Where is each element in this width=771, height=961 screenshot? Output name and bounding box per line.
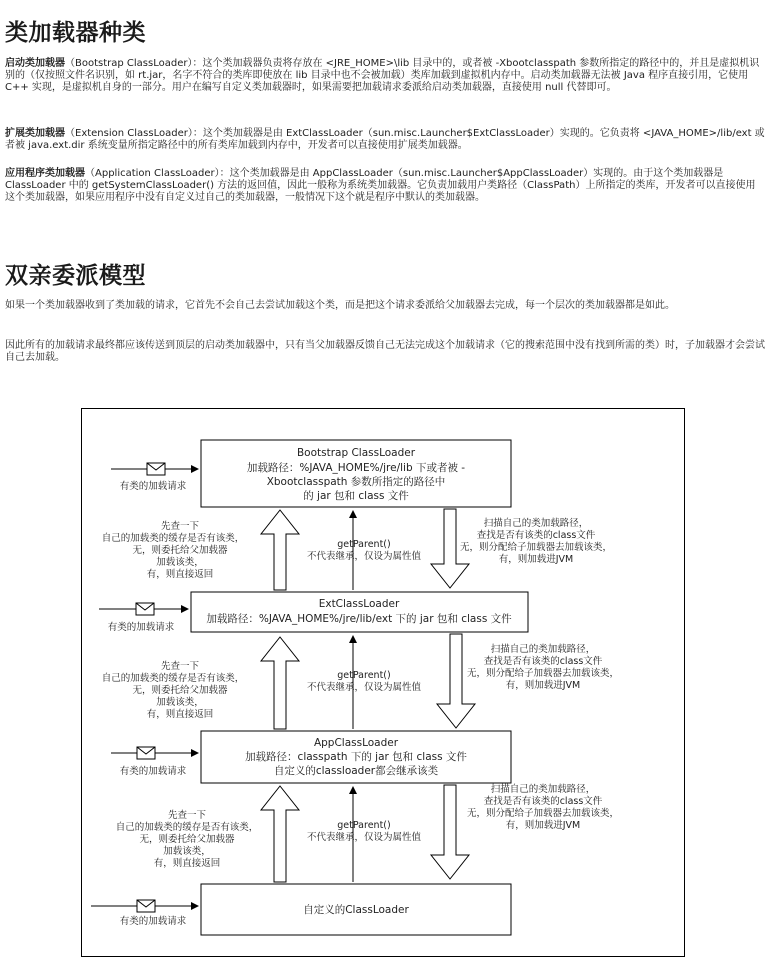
getparent-note-3-line-2: 不代表继承，仅设为属性值 <box>306 832 422 843</box>
app-box-note: 自定义的classloader都会继承该类 <box>273 765 439 777</box>
up-note-1-line-5: 有，则直接返回 <box>146 569 214 580</box>
paragraph-delegation-1: 如果一个类加载器收到了类加载的请求，它首先不会自己去尝试加载这个类，而是把这个请求委派给父加载器去完成，每一个层次的类加载器都是如此。 <box>5 300 675 311</box>
getparent-note-2-line-1: getParent() <box>337 670 391 681</box>
bootstrap-box-path-line-2: Xbootclasspath 参数所指定的路径中 <box>266 476 446 488</box>
app-box-title: AppClassLoader <box>313 737 399 749</box>
up-note-3-line-1: 先查一下 <box>167 810 207 821</box>
down-note-3-line-4: 有，则加载进JVM <box>505 820 581 831</box>
envelope-icon <box>136 603 154 615</box>
bootstrap-box-title: Bootstrap ClassLoader <box>296 447 416 459</box>
ext-box-title: ExtClassLoader <box>318 598 400 610</box>
down-note-2-line-3: 无，则分配给子加载器去加载该类， <box>466 668 620 679</box>
bootstrap-box-path-line-3: 的 jar 包和 class 文件 <box>303 490 409 502</box>
envelope-icon <box>137 900 155 912</box>
paragraph-delegation-2: 因此所有的加载请求最终都应该传送到顶层的启动类加载器中，只有当父加载器反馈自己无法完成这个加载请求（它的搜索范围中没有找到所需的类）时，子加载器才会尝试自己去加载。 <box>5 340 765 363</box>
up-note-2-line-2: 自己的加载类的缓存是否有该类， <box>101 673 245 684</box>
desc-extension-loader: （Extension ClassLoader）：这个类加载器是由 ExtClassLoader（sun.misc.Launcher$ExtClassLoader）实现的。它负责将 <JAVA_HOME>/lib/ext 或者被 java.ext.dir 系统变量所指定路径中的所有类库加载到内存中，开发者可以直接使用扩展类加载器。 <box>5 128 765 151</box>
down-note-1-line-4: 有，则加载进JVM <box>498 554 574 565</box>
up-note-2-line-4: 加载该类， <box>156 697 204 708</box>
getparent-note-3-line-1: getParent() <box>337 820 391 831</box>
parent-delegation-diagram <box>81 408 686 958</box>
ext-box-path: 加载路径：%JAVA_HOME%/jre/lib/ext 下的 jar 包和 class 文件 <box>206 613 512 625</box>
app-box-path: 加载路径：classpath 下的 jar 包和 class 文件 <box>245 751 467 763</box>
down-note-2-line-4: 有，则加载进JVM <box>505 680 581 691</box>
up-note-1-line-2: 自己的加载类的缓存是否有该类， <box>101 533 245 544</box>
down-note-3-line-2: 查找是否有该类的class文件 <box>483 796 603 807</box>
paragraph-extension-loader <box>5 128 765 152</box>
up-note-1-line-4: 加载该类， <box>156 557 204 568</box>
up-note-2-line-3: 无，则委托给父加载器 <box>132 685 228 696</box>
down-note-2-line-1: 扫描自己的类加载路径， <box>490 644 596 655</box>
desc-bootstrap-loader: （Bootstrap ClassLoader）：这个类加载器负责将存放在 <JRE_HOME>\lib 目录中的，或者被 -Xbootclasspath 参数所指定的路径中的，并且是虚拟机识别的（仅按照文件名识别，如 rt.jar，名字不符合的类库即使放在 lib 目录中也不会被加载）类库加载到虚拟机内存中。启动类加载器无法被 Java 程序直接引用，它使用 C++ 实现，是虚拟机自身的一部分。用户在编写自定义类加载器时，如果需要把加载请求委派给启动类加载器，直接使用 null 代替即可。 <box>5 58 760 93</box>
getparent-note-2-line-2: 不代表继承，仅设为属性值 <box>306 682 422 693</box>
section-title-parent-delegation: 双亲委派模型 <box>5 263 146 289</box>
bootstrap-box-path-line-1: 加载路径：%JAVA_HOME%/jre/lib 下或者被 - <box>246 462 466 474</box>
request-label-custom: 有类的加载请求 <box>119 916 187 927</box>
down-note-1-line-3: 无，则分配给子加载器去加载该类， <box>459 542 613 553</box>
request-label-app: 有类的加载请求 <box>119 766 187 777</box>
up-note-3-line-4: 加载该类， <box>163 846 211 857</box>
up-note-1-line-3: 无，则委托给父加载器 <box>132 545 228 556</box>
down-note-1-line-1: 扫描自己的类加载路径， <box>483 518 589 529</box>
envelope-icon <box>147 463 165 475</box>
up-note-2-line-5: 有，则直接返回 <box>146 709 214 720</box>
up-note-1-line-1: 先查一下 <box>160 521 200 532</box>
term-application-loader: 应用程序类加载器 <box>5 168 85 179</box>
up-note-3-line-3: 无，则委托给父加载器 <box>139 834 235 845</box>
getparent-note-1-line-1: getParent() <box>337 539 391 550</box>
down-note-1-line-2: 查找是否有该类的class文件 <box>476 530 596 541</box>
getparent-note-1-line-2: 不代表继承，仅设为属性值 <box>306 551 422 562</box>
section-title-class-loader-types: 类加载器种类 <box>5 20 146 46</box>
custom-box-title: 自定义的ClassLoader <box>303 904 409 916</box>
term-extension-loader: 扩展类加载器 <box>5 128 65 139</box>
term-bootstrap-loader: 启动类加载器 <box>5 58 65 69</box>
envelope-icon <box>137 747 155 759</box>
up-note-3-line-2: 自己的加载类的缓存是否有该类， <box>115 822 259 833</box>
down-note-2-line-2: 查找是否有该类的class文件 <box>483 656 603 667</box>
paragraph-bootstrap-loader <box>5 58 765 94</box>
desc-application-loader: （Application ClassLoader）：这个类加载器是由 AppClassLoader（sun.misc.Launcher$AppClassLoader）实现的。由于这个类加载器是 ClassLoader 中的 getSystemClassLoader() 方法的返回值，因此一般称为系统类加载器。它负责加载用户类路径（ClassPath）上所指定的类库，开发者可以直接使用这个类加载器，如果应用程序中没有自定义过自己的类加载器，一般情况下这个就是程序中默认的类加载器。 <box>5 168 756 203</box>
request-label-bootstrap: 有类的加载请求 <box>119 481 187 492</box>
request-label-ext: 有类的加载请求 <box>107 622 175 633</box>
paragraph-application-loader <box>5 168 765 204</box>
down-note-3-line-1: 扫描自己的类加载路径， <box>490 784 596 795</box>
up-note-3-line-5: 有，则直接返回 <box>153 858 221 869</box>
up-note-2-line-1: 先查一下 <box>160 661 200 672</box>
down-note-3-line-3: 无，则分配给子加载器去加载该类， <box>466 808 620 819</box>
